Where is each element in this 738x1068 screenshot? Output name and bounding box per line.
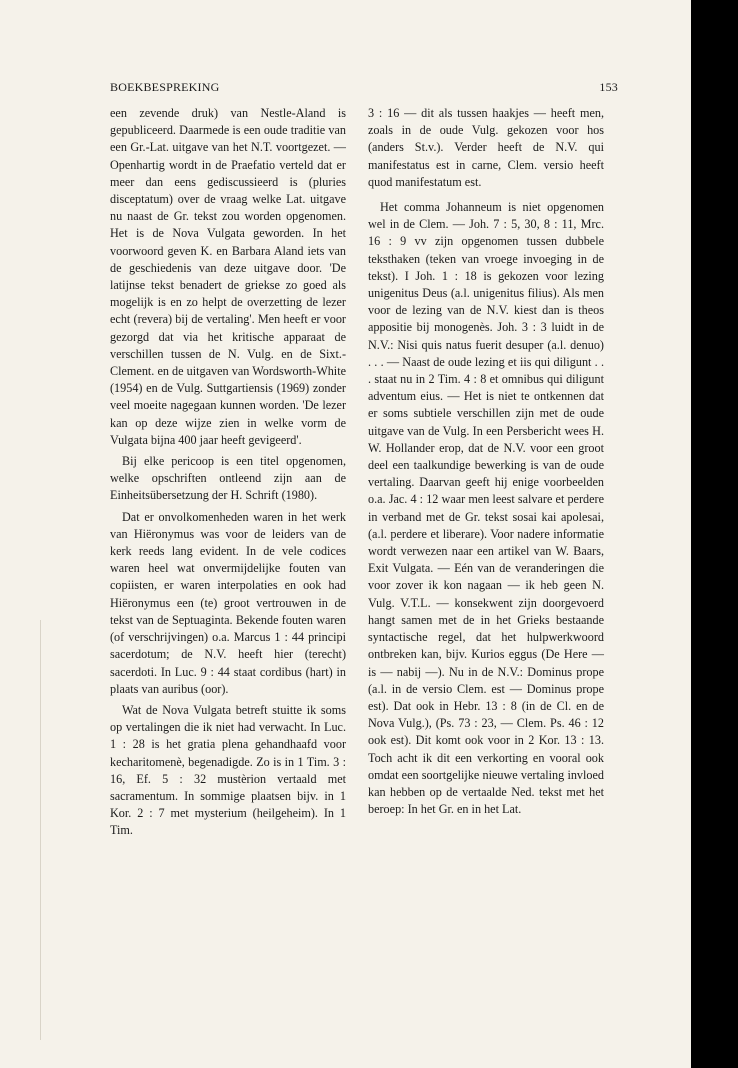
paragraph: een zevende druk) van Nestle-Aland is gepubliceerd. Daarmede is een oude traditie van een Gr.-Lat. uitgave van het N.T. voortgezet. — Openhartig wordt in de Praefatio verteld dat er meer dan eens gediscussieerd is (pluries disceptatum) over de vraag welke Lat. uitgave nu naast de Gr. tekst zou worden opgenomen. Het is de Nova Vulgata geworden. In het voorwoord geven K. en Barbara Aland iets van de geschiedenis van deze uitgave door. 'De latijnse tekst benadert de griekse zo goed als mogelijk is en zo helpt de overzetting de lezer echt (revera) bij de vertaling'. Men heeft er voor gezorgd dat via het kritische apparaat de verschillen tussen de N. Vulg. en de Sixt.-Clement. en de uitgaven van Wordsworth-White (1954) en de Vulg. Suttgartiensis (1969) zonder veel moeite nagegaan kunnen worden. 'De lezer kan op deze wijze zien in welke vorm de Vulgata bijna 400 jaar heeft gevigeerd'. — [110, 106, 346, 447]
page-header — [110, 80, 618, 100]
paragraph: Wat de Nova Vulgata betreft stuitte ik soms op vertalingen die ik niet had verwacht. In Luc. 1 : 28 is het gratia plena gehandhaafd voor kecharitomenè, begenadigde. Zo is in 1 Tim. 3 : 16, Ef. 5 : 32 mustèrion vertaald met sacramentum. In sommige plaatsen bijv. in 1 Kor. 2 : 7 met mysterium (heilgeheim). In 1 Tim. — [110, 702, 346, 838]
paragraph: Bij elke pericoop is een titel opgenomen, welke opschriften ontleend zijn aan de Einheitsübersetzung der H. Schrift (1980). — [110, 454, 346, 503]
page-number: 153 — [599, 80, 618, 94]
paragraph: 3 : 16 — dit als tussen haakjes — heeft men, zoals in de oude Vulg. gekozen voor hos (anders St.v.). Verder heeft de N.V. qui manifestatus est in carne, Clem. versio heeft quod manifestatum est. — [368, 106, 604, 189]
right-column — [368, 105, 604, 818]
paragraph: Dat er onvolkomenheden waren in het werk van Hiëronymus was voor de leiders van de kerk reeds lang evident. In de vele codices waren heel wat onvermijdelijke fouten van copiisten, er waren interpolaties en ook had Hiëronymus een (te) groot vertrouwen in de tekst van de Septuaginta. Bekende fouten waren (of verschrijvingen) o.a. Marcus 1 : 44 principi sacerdotum; de N.V. heeft hier (terecht) sacerdoti. In Luc. 9 : 44 staat cordibus (hart) in plaats van auribus (oor). — [110, 509, 346, 696]
page-edge-line — [40, 620, 41, 1040]
left-column — [110, 105, 346, 840]
paragraph: Het comma Johanneum is niet opgenomen wel in de Clem. — Joh. 7 : 5, 30, 8 : 11, Mrc. 16 : 9 vv zijn opgenomen tussen dubbele teksthaken (teken van vroege invoeging in de tekst). I Joh. 1 : 18 is gekozen voor lezing unigenitus Deus (a.l. unigenitus filius). Als men voor de lezing van de N.V. kiest dan is theos appositie bij monogenès. Joh. 3 : 3 luidt in de N.V.: Nisi quis natus fuerit desuper (a.l. denuo) . . . — Naast de oude lezing et iis qui diligunt . . . staat nu in 2 Tim. 4 : 8 et omnibus qui diligunt adventum eius. — Het is niet te ontkennen dat er soms subtiele verschillen zijn met de oude uitgave van de Vulg. In een Persbericht wees H. W. Hollander erop, dat de N.V. voor een groot deel een taalkundige bewerking is van de oude vertaling. Daarvan geeft hij enige voorbeelden o.a. Jac. 4 : 12 waar men leest salvare et perdere in verband met de Gr. tekst sosai kai apolesai, (a.l. perdere et liberare). Voor nadere informatie wordt verwezen naar een artikel van W. Baars, Exit Vulgata. — Eén van de veranderingen die voor zover ik kon nagaan — ik heb geen N. Vulg. V.T.L. — konsekwent zijn doorgevoerd hangt samen met de in het Grieks bestaande syntactische regel, dat het hulpwerkwoord ontbreken kan, bijv. Kurios eggus (De Here — is — nabij —). Nu in de N.V.: Dominus prope (a.l. in de versio Clem. est — Dominus prope est). Dat ook in Hebr. 13 : 8 (in de Cl. en de Nova Vulg.), (Ps. 73 : 23, — Clem. Ps. 46 : 12 ook est). Dit komt ook voor in 2 Kor. 13 : 13. Toch acht ik dit een verkorting en vooral ook omdat een soortgelijke nieuwe vertaling invloed kan hebben op de vertaalde Ned. tekst met het beroep: In het Gr. en in het Lat. — [368, 200, 604, 817]
running-head: BOEKBESPREKING — [110, 80, 220, 94]
